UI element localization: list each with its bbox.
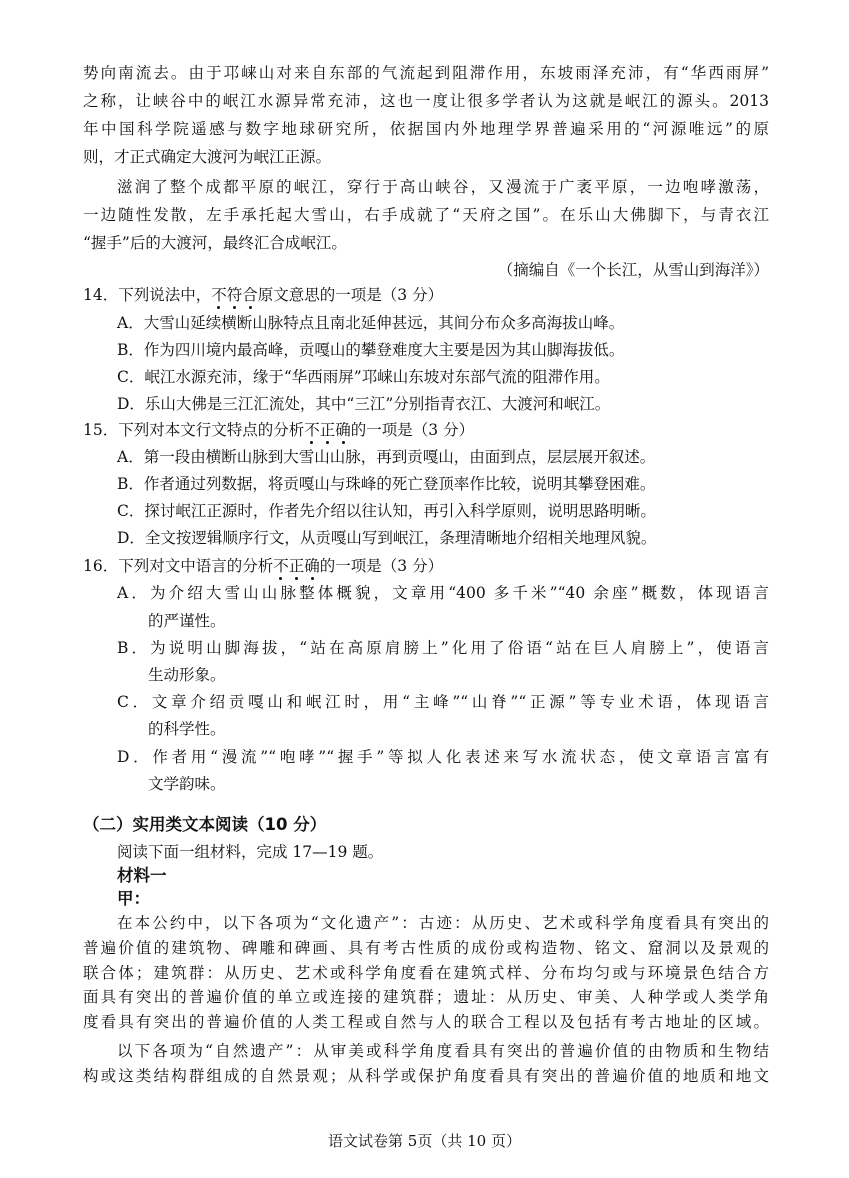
emphasis-char: 合 [242,286,258,304]
question-14-option-a: A．大雪山延续横断山脉特点且南北延伸甚远，其间分布众多高海拔山峰。 [117,314,625,332]
question-14-option-d: D．乐山大佛是三江汇流处，其中“三江”分别指青衣江、大渡河和岷江。 [117,395,611,413]
question-14-option-c: C．岷江水源充沛，缘于“华西雨屏”邛崃山东坡对东部气流的阻滞作用。 [117,368,610,386]
emphasis-char: 正 [319,421,336,439]
material-title: 材料一 [117,866,167,885]
emphasis-char: 不 [211,286,227,304]
material-line: 普遍价值的建筑物、碑雕和碑画、具有考古性质的成份或构造物、铭文、窟洞以及景观的 [83,939,769,957]
question-14-option-b: B．作为四川境内最高峰，贡嘎山的攀登难度大主要是因为其山脚海拔低。 [117,341,625,359]
question-16-stem: 16．下列对文中语言的分析不正确的一项是（3 分） [83,557,444,575]
passage-line: 年中国科学院遥感与数字地球研究所，依据国内外地理学界普遍采用的“河源唯远”的原 [83,120,769,138]
question-16-option-b-cont: 生动形象。 [148,666,226,684]
passage-line: 之称，让峡谷中的岷江水源异常充沛，这也一度让很多学者认为这就是岷江的源头。2013 [83,92,769,110]
emphasis-char: 不 [273,557,289,575]
emphasis-char: 确 [335,421,351,439]
question-15-option-d: D．全文按逻辑顺序行文，从贡嘎山写到岷江，条理清晰地介绍相关地理风貌。 [117,529,657,547]
material-subtitle: 甲： [117,889,150,908]
emphasis-char: 不 [304,421,320,439]
material-line: 面具有突出的普遍价值的单立或连接的建筑群；遗址：从历史、审美、人种学或人类学角 [83,988,769,1006]
passage-line: 势向南流去。由于邛崃山对来自东部的气流起到阻滞作用，东坡雨泽充沛，有“华西雨屏” [83,64,769,82]
section-heading: （二）实用类文本阅读（10 分） [83,815,327,834]
material-line: 在本公约中，以下各项为“文化遗产”：古迹：从历史、艺术或科学角度看具有突出的 [117,914,769,932]
material-line: 构或这类结构群组成的自然景观；从科学或保护角度看具有突出的普遍价值的地质和地文 [83,1067,769,1085]
material-line: 联合体；建筑群：从历史、艺术或科学角度看在建筑式样、分布均匀或与环境景色结合方 [83,964,769,982]
passage-line: 则，才正式确定大渡河为岷江正源。 [83,148,332,166]
material-line: 度看具有突出的普遍价值的人类工程或自然与人的联合工程以及包括有考古地址的区域。 [83,1013,769,1031]
question-15-option-b: B．作者通过列数据，将贡嘎山与珠峰的死亡登顶率作比较，说明其攀登困难。 [117,475,656,493]
material-line: 以下各项为“自然遗产”：从审美或科学角度看具有突出的普遍价值的由物质和生物结 [117,1042,769,1060]
question-16-option-b: B．为说明山脚海拔，“站在高原肩膀上”化用了俗语“站在巨人肩膀上”，使语言 [117,639,769,657]
section-instruction: 阅读下面一组材料，完成 17—19 题。 [117,843,384,861]
question-16-option-d-cont: 文学韵味。 [148,775,226,793]
emphasis-char: 符 [226,286,243,304]
question-16-option-c-cont: 的科学性。 [148,720,226,738]
question-14-stem: 14．下列说法中，不符合原文意思的一项是（3 分） [83,286,444,304]
question-15-stem: 15．下列对本文行文特点的分析不正确的一项是（3 分） [83,421,475,439]
question-16-option-a: A．为介绍大雪山山脉整体概貌，文章用“400 多千米”“40 余座”概数，体现语言 [117,584,769,602]
passage-line: 一边随性发散，左手承托起大雪山，右手成就了“天府之国”。在乐山大佛脚下，与青衣江 [83,206,769,224]
question-16-option-c: C．文章介绍贡嘎山和岷江时，用“主峰”“山脊”“正源”等专业术语，体现语言 [117,693,769,711]
passage-line: “握手”后的大渡河，最终汇合成岷江。 [83,234,347,252]
question-15-option-c: C．探讨岷江正源时，作者先介绍以往认知，再引入科学原则，说明思路明晰。 [117,502,656,520]
emphasis-char: 确 [304,557,320,575]
question-16-option-d: D．作者用“漫流”“咆哮”“握手”等拟人化表述来写水流状态，使文章语言富有 [117,748,769,766]
page-footer: 语文试卷第 5页（共 10 页） [328,1132,521,1150]
emphasis-char: 正 [288,557,305,575]
question-16-option-a-cont: 的严谨性。 [148,612,226,630]
passage-source: （摘编自《一个长江，从雪山到海洋》） [497,261,769,279]
question-15-option-a: A．第一段由横断山脉到大雪山山脉，再到贡嘎山，由面到点，层层展开叙述。 [117,448,656,466]
passage-line: 滋润了整个成都平原的岷江，穿行于高山峡谷，又漫流于广袤平原，一边咆哮激荡， [117,178,769,196]
